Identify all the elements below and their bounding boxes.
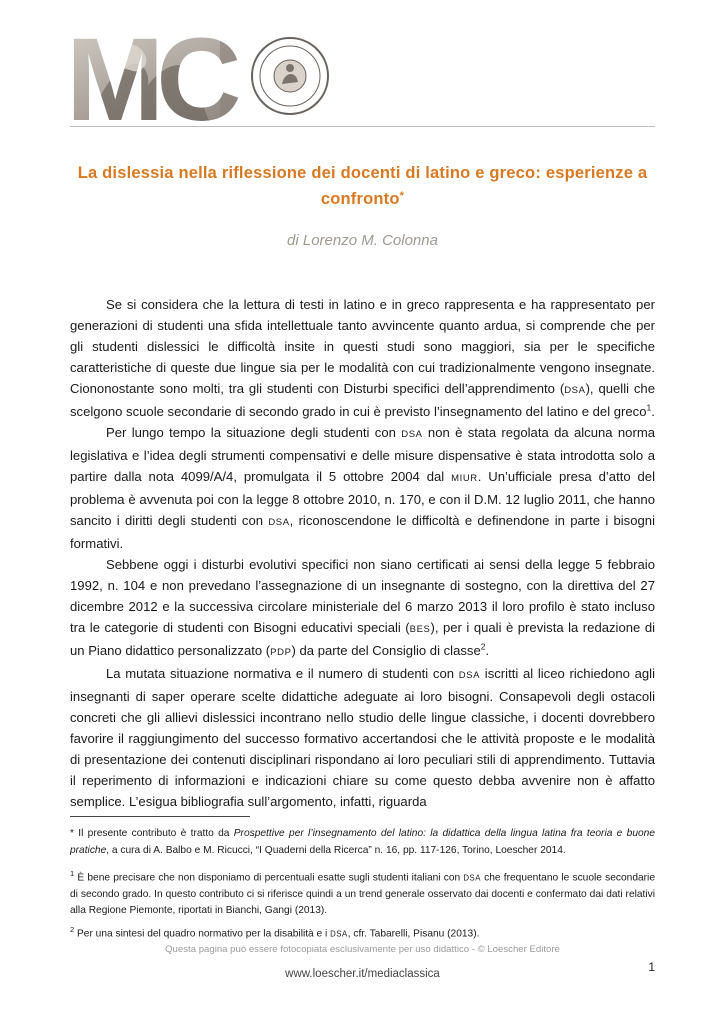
mediaclassica-logo (70, 30, 330, 122)
article-author: di Lorenzo M. Colonna (287, 232, 438, 249)
footnotes (70, 826, 655, 950)
footnote-rule (70, 816, 250, 817)
footnote-ref-2: 2 (480, 641, 486, 652)
page-number: 1 (648, 960, 655, 974)
header-rule (70, 126, 655, 127)
article-title (70, 160, 655, 212)
footnote-star: * Il presente contributo è tratto da Prospettive per l’insegnamento del latino: la didattica della lingua latina fra teoria e buone pratiche, a cura di A. Balbo e M. Ricucci, “I Quaderni della Ricerca” n. 16, pp. 117-126, Torino, Loescher 2014. (70, 828, 655, 856)
title-footnote-mark: * (399, 190, 405, 202)
loescher-seal (252, 38, 328, 114)
title-text: La dislessia nella riflessione dei docenti di latino e greco: esperienze a confronto (77, 164, 648, 208)
footnote-ref-1: 1 (646, 402, 652, 413)
footer-url[interactable]: www.loescher.it/mediaclassica (285, 968, 440, 980)
paragraph-2: Per lungo tempo la situazione degli studenti con DSA non è stata regolata da alcuna norma legislativa e l’idea degli strumenti compensativi e delle misure dispensative è stata introdotta solo a partire dalla nota 4099/A/4, promulgata il 5 ottobre 2004 dal MIUR. Un’ufficiale presa d’atto del problema è avvenuta poi con la legge 8 ottobre 2010, n. 170, e con il D.M. 12 luglio 2011, che hanno sancito i diritti degli studenti con DSA, riconoscendone le difficoltà e definendone in parte i bisogni formativi. (70, 425, 656, 551)
article-body (70, 294, 655, 812)
paragraph-4: La mutata situazione normativa e il numero di studenti con DSA iscritti al liceo richiedono agli insegnanti di saper operare scelte didattiche adeguate ai loro bisogni. Consapevoli degli ostacoli concreti che gli allievi dislessici incontrano nello studio delle lingue classiche, i docenti dovrebbero favorire il raggiungimento del successo formativo accertandosi che le attività proposte e le modalità di presentazione dei contenuti disciplinari rispondano ai loro peculiari stili di apprendimento. Tuttavia il reperimento di informazioni e indicazioni chiare su come questo debba avvenire non è affatto semplice. L’esigua bibliografia sull’argomento, infatti, riguarda (70, 666, 655, 809)
footnote-1: $^1$ È bene precisare che non disponiamo di percentuali esatte sugli studenti italiani con DSA che frequentano le scuole secondarie di secondo grado. In questo contributo ci si riferisce quindi a un trend generale osservato dai docenti e confermato dai dati relativi alla Regione Piemonte, riportati in Bianchi, Gangi (2013). (70, 869, 655, 917)
paragraph-3: Sebbene oggi i disturbi evolutivi specifici non siano certificati ai sensi della legge 5 febbraio 1992, n. 104 e non prevedano l’assegnazione di un insegnante di sostegno, con la direttiva del 27 dicembre 2012 e la successiva circolare ministeriale del 6 marzo 2013 il loro profilo è stato incluso tra le categorie di studenti con Bisogni educativi speciali (BES), per i quali è prevista la redazione di un Piano didattico personalizzato (PDP) da parte del Consiglio di classe$^2$. (70, 557, 656, 658)
footnote-2: $^2$ Per una sintesi del quadro normativo per la disabilità e i DSA, cfr. Tabarelli, Pisanu (2013). (70, 924, 480, 940)
paragraph-1: Se si considera che la lettura di testi in latino e in greco rappresenta e ha rappresentato per generazioni di studenti una sfida intellettuale tanto avvincente quanto ardua, si comprende che per gli studenti dislessici le difficoltà insite in questi studi sono maggiori, sia per le specifiche caratteristiche di queste due lingue sia per le modalità con cui tradizionalmente vengono insegnate. Ciononostante sono molti, tra gli studenti con Disturbi specifici dell’apprendimento (DSA), quelli che scelgono scuole secondarie di secondo grado in cui è previsto l’insegnamento del latino e del greco$^1$. (70, 297, 656, 419)
footer-copyright-note: Questa pagina può essere fotocopiata esclusivamente per uso didattico - © Loescher Editore (165, 944, 560, 955)
